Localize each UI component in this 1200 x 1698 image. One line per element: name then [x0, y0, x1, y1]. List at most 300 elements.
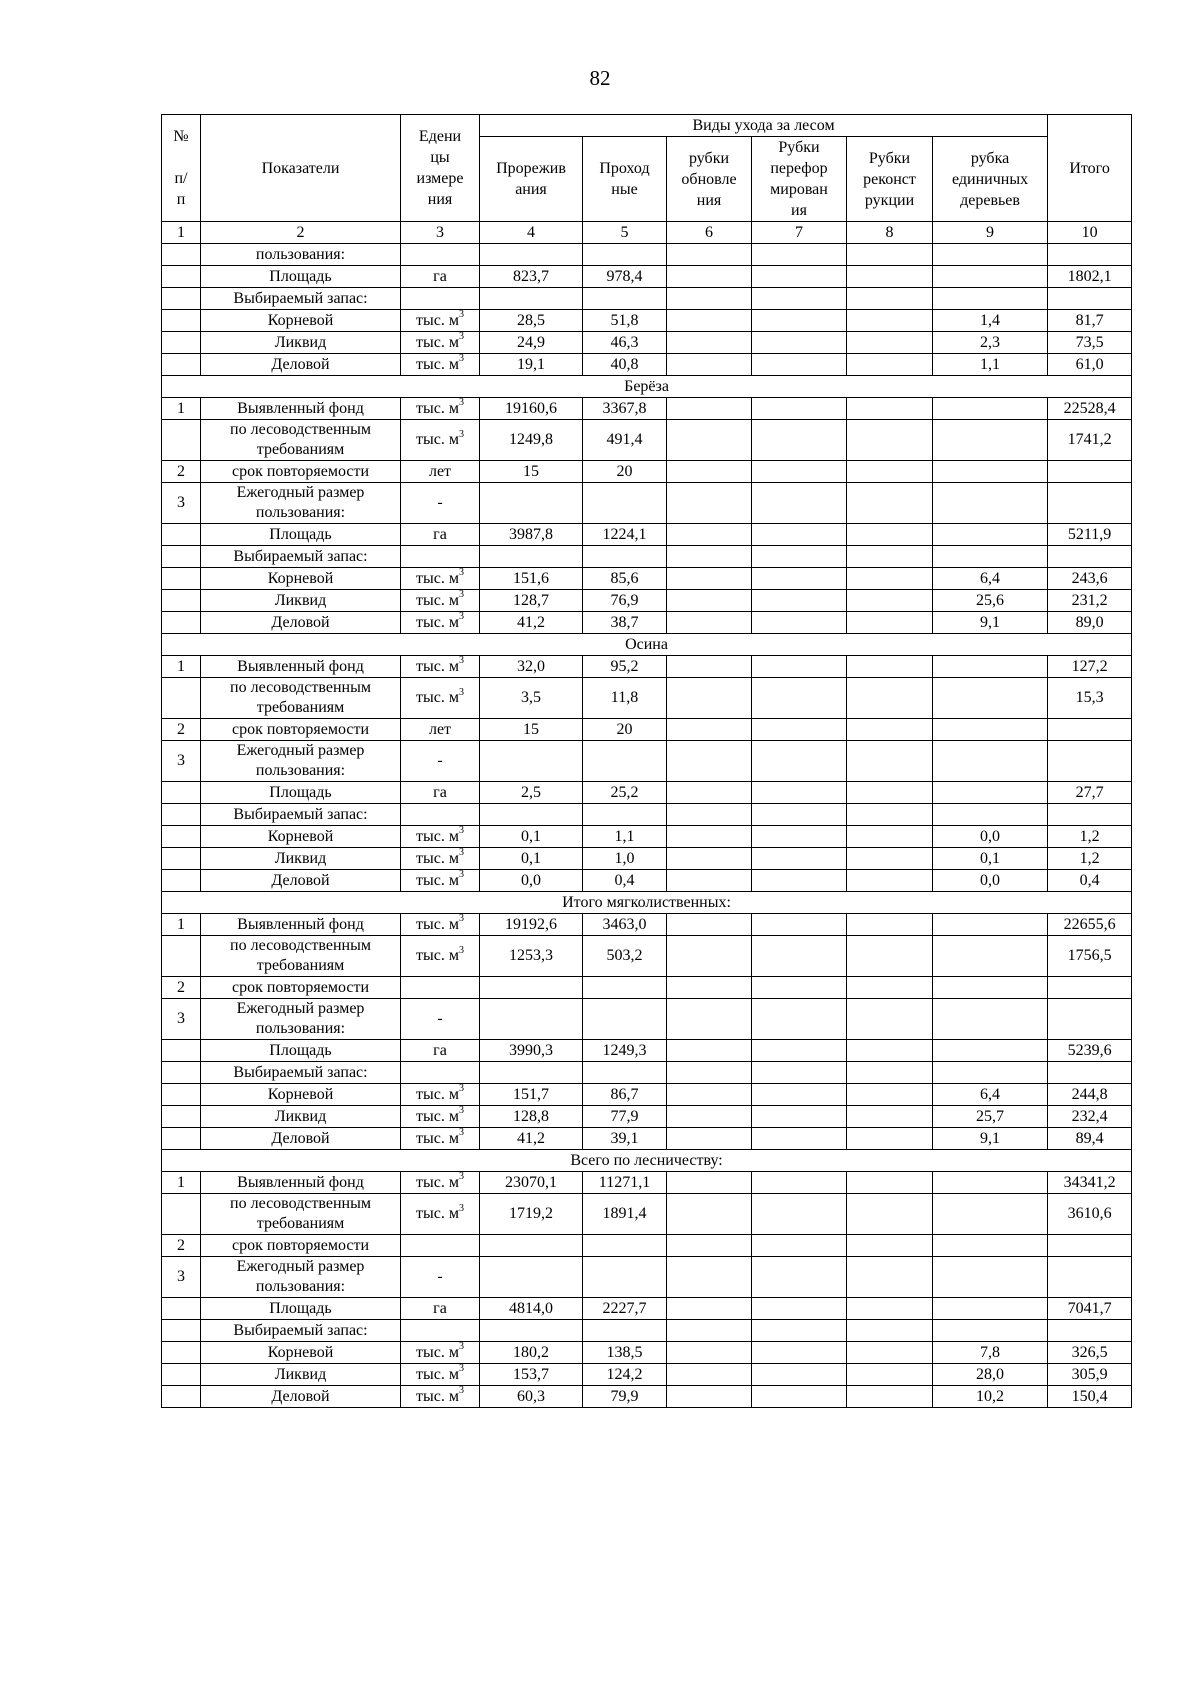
value-cell: 124,2	[583, 1364, 667, 1386]
value-cell	[480, 804, 583, 826]
header-care-types: Виды ухода за лесом	[480, 115, 1048, 137]
value-cell: 85,6	[583, 568, 667, 590]
indicator-name: Ежегодный размер пользования:	[201, 483, 401, 524]
value-cell	[667, 420, 752, 461]
total-cell	[1048, 1235, 1132, 1257]
value-cell	[933, 1235, 1048, 1257]
value-cell: 0,4	[583, 870, 667, 892]
table-row	[162, 1194, 1132, 1235]
value-cell	[752, 1342, 847, 1364]
total-cell	[1048, 1320, 1132, 1342]
value-cell: 25,2	[583, 782, 667, 804]
value-cell	[847, 398, 933, 420]
row-number: 3	[162, 741, 201, 782]
table-row	[162, 1084, 1132, 1106]
value-cell	[847, 1235, 933, 1257]
value-cell	[752, 1235, 847, 1257]
unit-cell	[401, 1342, 480, 1364]
indicator-name: Корневой	[201, 310, 401, 332]
value-cell	[480, 741, 583, 782]
indicator-name: Ежегодный размер пользования:	[201, 741, 401, 782]
table-row	[162, 266, 1132, 288]
unit-exponent: 3	[458, 944, 464, 956]
value-cell	[752, 999, 847, 1040]
value-cell	[667, 999, 752, 1040]
unit-cell	[401, 870, 480, 892]
table-row	[162, 848, 1132, 870]
value-cell	[480, 999, 583, 1040]
indicator-name: Выявленный фонд	[201, 914, 401, 936]
section-title: Осина	[162, 634, 1132, 656]
value-cell: 128,8	[480, 1106, 583, 1128]
total-cell	[1048, 461, 1132, 483]
column-number: 6	[667, 222, 752, 244]
value-cell	[933, 999, 1048, 1040]
value-cell	[480, 288, 583, 310]
indicator-name: Выявленный фонд	[201, 656, 401, 678]
indicator-name: Выбираемый запас:	[201, 804, 401, 826]
value-cell: 15	[480, 719, 583, 741]
value-cell: 2,3	[933, 332, 1048, 354]
value-cell: 3367,8	[583, 398, 667, 420]
value-cell	[480, 1062, 583, 1084]
indicator-name: Деловой	[201, 870, 401, 892]
total-cell: 326,5	[1048, 1342, 1132, 1364]
unit-text: тыс. м	[416, 1205, 459, 1222]
unit-text: тыс. м	[416, 915, 459, 933]
indicator-name: Корневой	[201, 1084, 401, 1106]
header-reformation-cuts: Рубки перефор мирован ия	[752, 137, 847, 222]
table-row	[162, 678, 1132, 719]
value-cell	[847, 826, 933, 848]
unit-cell	[401, 977, 480, 999]
value-cell: 24,9	[480, 332, 583, 354]
header-single-tree-cuts: рубка единичных деревьев	[933, 137, 1048, 222]
value-cell	[847, 1084, 933, 1106]
unit-cell	[401, 804, 480, 826]
value-cell: 1,1	[933, 354, 1048, 376]
total-cell: 1756,5	[1048, 936, 1132, 977]
indicator-name: Корневой	[201, 826, 401, 848]
value-cell: 11271,1	[583, 1172, 667, 1194]
value-cell	[667, 461, 752, 483]
value-cell: 95,2	[583, 656, 667, 678]
value-cell: 41,2	[480, 1128, 583, 1150]
unit-cell	[401, 936, 480, 977]
indicator-name: Выявленный фонд	[201, 398, 401, 420]
value-cell	[933, 288, 1048, 310]
value-cell	[752, 826, 847, 848]
value-cell	[847, 1364, 933, 1386]
unit-cell	[401, 678, 480, 719]
value-cell: 151,6	[480, 568, 583, 590]
value-cell	[667, 1298, 752, 1320]
value-cell: 28,0	[933, 1364, 1048, 1386]
value-cell: 38,7	[583, 612, 667, 634]
value-cell	[847, 1298, 933, 1320]
value-cell	[480, 977, 583, 999]
total-cell	[1048, 483, 1132, 524]
value-cell: 15	[480, 461, 583, 483]
total-cell: 244,8	[1048, 1084, 1132, 1106]
value-cell	[933, 266, 1048, 288]
unit-text: тыс. м	[416, 1173, 459, 1191]
value-cell	[847, 1194, 933, 1235]
value-cell: 28,5	[480, 310, 583, 332]
row-number: 1	[162, 914, 201, 936]
unit-text: тыс. м	[416, 689, 459, 706]
value-cell	[847, 1106, 933, 1128]
section-title: Берёза	[162, 376, 1132, 398]
table-row	[162, 1386, 1132, 1408]
row-number	[162, 1386, 201, 1408]
value-cell	[847, 288, 933, 310]
value-cell	[847, 483, 933, 524]
value-cell	[847, 1062, 933, 1084]
column-number: 2	[201, 222, 401, 244]
unit-cell	[401, 590, 480, 612]
unit-text: -	[437, 1268, 443, 1285]
total-cell: 243,6	[1048, 568, 1132, 590]
value-cell	[933, 461, 1048, 483]
value-cell	[933, 1040, 1048, 1062]
value-cell	[480, 546, 583, 568]
unit-exponent: 3	[458, 847, 464, 859]
total-cell: 15,3	[1048, 678, 1132, 719]
page-number: 82	[589, 66, 611, 90]
header-number: № п/ п	[162, 115, 201, 222]
row-number	[162, 266, 201, 288]
indicator-name: срок повторяемости	[201, 461, 401, 483]
table-body	[162, 244, 1132, 1408]
unit-cell	[401, 1386, 480, 1408]
forest-care-table	[161, 114, 1132, 1408]
unit-text: -	[437, 494, 443, 511]
indicator-name: Выбираемый запас:	[201, 1320, 401, 1342]
column-number: 5	[583, 222, 667, 244]
row-number	[162, 936, 201, 977]
row-number	[162, 288, 201, 310]
table-row	[162, 590, 1132, 612]
header-renewal-cuts: рубки обновле ния	[667, 137, 752, 222]
column-number: 10	[1048, 222, 1132, 244]
total-cell: 34341,2	[1048, 1172, 1132, 1194]
value-cell	[752, 568, 847, 590]
indicator-name: Ликвид	[201, 332, 401, 354]
unit-cell	[401, 1364, 480, 1386]
table-row	[162, 354, 1132, 376]
value-cell	[667, 310, 752, 332]
total-cell: 127,2	[1048, 656, 1132, 678]
value-cell	[752, 848, 847, 870]
row-number	[162, 1062, 201, 1084]
row-number	[162, 804, 201, 826]
value-cell	[667, 1386, 752, 1408]
total-cell: 61,0	[1048, 354, 1132, 376]
unit-cell	[401, 1062, 480, 1084]
value-cell	[752, 782, 847, 804]
total-cell	[1048, 999, 1132, 1040]
unit-text: тыс. м	[416, 947, 459, 964]
unit-exponent: 3	[458, 353, 464, 365]
unit-cell	[401, 741, 480, 782]
unit-text: тыс. м	[416, 1129, 459, 1147]
value-cell	[752, 1062, 847, 1084]
total-cell: 89,4	[1048, 1128, 1132, 1150]
value-cell	[667, 848, 752, 870]
value-cell	[847, 568, 933, 590]
indicator-name: пользования:	[201, 244, 401, 266]
value-cell	[480, 1320, 583, 1342]
unit-cell	[401, 483, 480, 524]
row-number: 2	[162, 977, 201, 999]
total-cell: 89,0	[1048, 612, 1132, 634]
table-row	[162, 741, 1132, 782]
total-cell: 73,5	[1048, 332, 1132, 354]
table-row	[162, 999, 1132, 1040]
total-cell: 27,7	[1048, 782, 1132, 804]
table-row	[162, 656, 1132, 678]
value-cell	[847, 461, 933, 483]
unit-text: тыс. м	[416, 613, 459, 631]
total-cell: 232,4	[1048, 1106, 1132, 1128]
table-row	[162, 612, 1132, 634]
value-cell	[752, 977, 847, 999]
unit-cell	[401, 546, 480, 568]
value-cell: 19160,6	[480, 398, 583, 420]
total-cell: 231,2	[1048, 590, 1132, 612]
unit-text: га	[433, 1299, 447, 1317]
value-cell	[847, 1257, 933, 1298]
total-cell: 1,2	[1048, 848, 1132, 870]
value-cell: 138,5	[583, 1342, 667, 1364]
value-cell	[752, 936, 847, 977]
total-cell: 0,4	[1048, 870, 1132, 892]
row-number	[162, 1298, 201, 1320]
table-row	[162, 1040, 1132, 1062]
value-cell	[847, 420, 933, 461]
value-cell	[933, 483, 1048, 524]
unit-cell	[401, 1235, 480, 1257]
row-number: 1	[162, 656, 201, 678]
table-row	[162, 782, 1132, 804]
value-cell	[667, 1235, 752, 1257]
value-cell: 79,9	[583, 1386, 667, 1408]
total-cell: 150,4	[1048, 1386, 1132, 1408]
total-cell	[1048, 804, 1132, 826]
unit-text: -	[437, 752, 443, 769]
unit-cell	[401, 612, 480, 634]
value-cell: 86,7	[583, 1084, 667, 1106]
unit-exponent: 3	[458, 825, 464, 837]
value-cell	[752, 870, 847, 892]
row-number: 3	[162, 1257, 201, 1298]
row-number	[162, 612, 201, 634]
section-title: Итого мягколиственных:	[162, 892, 1132, 914]
value-cell: 0,1	[480, 826, 583, 848]
unit-cell	[401, 1194, 480, 1235]
value-cell: 0,1	[480, 848, 583, 870]
value-cell: 76,9	[583, 590, 667, 612]
unit-text: -	[437, 1010, 443, 1027]
indicator-name: Площадь	[201, 1040, 401, 1062]
value-cell	[583, 804, 667, 826]
row-number	[162, 1342, 201, 1364]
unit-exponent: 3	[458, 1202, 464, 1214]
indicator-name: по лесоводственным требованиям	[201, 1194, 401, 1235]
indicator-name: Ликвид	[201, 1364, 401, 1386]
value-cell: 4814,0	[480, 1298, 583, 1320]
value-cell	[752, 1257, 847, 1298]
value-cell	[847, 244, 933, 266]
unit-text: га	[433, 1041, 447, 1059]
row-number: 1	[162, 1172, 201, 1194]
unit-text: га	[433, 783, 447, 801]
row-number: 3	[162, 999, 201, 1040]
value-cell	[933, 1320, 1048, 1342]
table-row	[162, 332, 1132, 354]
value-cell	[752, 1106, 847, 1128]
indicator-name: Ежегодный размер пользования:	[201, 1257, 401, 1298]
value-cell	[933, 804, 1048, 826]
value-cell	[667, 354, 752, 376]
value-cell	[933, 936, 1048, 977]
table-row	[162, 288, 1132, 310]
value-cell	[667, 288, 752, 310]
unit-exponent: 3	[458, 331, 464, 343]
row-number	[162, 870, 201, 892]
value-cell	[667, 1040, 752, 1062]
value-cell	[847, 1342, 933, 1364]
row-number	[162, 826, 201, 848]
total-cell	[1048, 1062, 1132, 1084]
total-cell: 81,7	[1048, 310, 1132, 332]
value-cell	[847, 1040, 933, 1062]
value-cell: 1891,4	[583, 1194, 667, 1235]
total-cell: 5211,9	[1048, 524, 1132, 546]
indicator-name: по лесоводственным требованиям	[201, 678, 401, 719]
unit-exponent: 3	[458, 611, 464, 623]
unit-cell	[401, 1172, 480, 1194]
section-title: Всего по лесничеству:	[162, 1150, 1132, 1172]
value-cell	[667, 804, 752, 826]
unit-cell	[401, 1040, 480, 1062]
unit-cell	[401, 826, 480, 848]
value-cell	[847, 1386, 933, 1408]
table-row	[162, 936, 1132, 977]
table-row	[162, 804, 1132, 826]
table-row	[162, 398, 1132, 420]
table-row	[162, 1342, 1132, 1364]
value-cell	[752, 1172, 847, 1194]
indicator-name: срок повторяемости	[201, 719, 401, 741]
value-cell	[752, 288, 847, 310]
unit-cell	[401, 568, 480, 590]
unit-cell	[401, 420, 480, 461]
value-cell: 1,1	[583, 826, 667, 848]
unit-cell	[401, 398, 480, 420]
unit-cell	[401, 524, 480, 546]
value-cell	[933, 914, 1048, 936]
row-number	[162, 782, 201, 804]
unit-cell	[401, 848, 480, 870]
value-cell	[480, 244, 583, 266]
row-number	[162, 354, 201, 376]
value-cell	[752, 1084, 847, 1106]
value-cell	[667, 678, 752, 719]
value-cell	[667, 977, 752, 999]
value-cell: 7,8	[933, 1342, 1048, 1364]
unit-exponent: 3	[458, 1341, 464, 1353]
value-cell	[752, 656, 847, 678]
value-cell: 153,7	[480, 1364, 583, 1386]
value-cell	[847, 782, 933, 804]
indicator-name: Ежегодный размер пользования:	[201, 999, 401, 1040]
value-cell	[847, 354, 933, 376]
unit-cell	[401, 1298, 480, 1320]
value-cell	[583, 1257, 667, 1298]
value-cell: 503,2	[583, 936, 667, 977]
indicator-name: Площадь	[201, 1298, 401, 1320]
value-cell	[752, 1194, 847, 1235]
unit-text: лет	[428, 462, 452, 480]
value-cell: 6,4	[933, 1084, 1048, 1106]
column-number: 9	[933, 222, 1048, 244]
value-cell	[667, 1257, 752, 1298]
total-cell	[1048, 977, 1132, 999]
value-cell: 32,0	[480, 656, 583, 678]
unit-text: тыс. м	[416, 657, 459, 675]
value-cell	[752, 420, 847, 461]
value-cell	[847, 546, 933, 568]
row-number	[162, 244, 201, 266]
total-cell	[1048, 1257, 1132, 1298]
value-cell	[583, 244, 667, 266]
value-cell	[752, 244, 847, 266]
value-cell: 19192,6	[480, 914, 583, 936]
unit-text: тыс. м	[416, 1387, 459, 1405]
indicator-name: Выбираемый запас:	[201, 546, 401, 568]
row-number	[162, 590, 201, 612]
value-cell: 20	[583, 719, 667, 741]
value-cell	[752, 590, 847, 612]
unit-text: тыс. м	[416, 569, 459, 587]
header-units: Едени цы измере ния	[401, 115, 480, 222]
value-cell: 1,4	[933, 310, 1048, 332]
unit-cell	[401, 1257, 480, 1298]
value-cell	[752, 719, 847, 741]
value-cell	[667, 546, 752, 568]
indicator-name: Ликвид	[201, 1106, 401, 1128]
value-cell	[752, 332, 847, 354]
column-number: 3	[401, 222, 480, 244]
total-cell: 1,2	[1048, 826, 1132, 848]
column-number: 1	[162, 222, 201, 244]
value-cell	[933, 1172, 1048, 1194]
value-cell	[752, 266, 847, 288]
value-cell	[847, 936, 933, 977]
value-cell	[667, 568, 752, 590]
section-row	[162, 634, 1132, 656]
table-header	[162, 115, 1132, 244]
value-cell	[752, 1128, 847, 1150]
table-row	[162, 1364, 1132, 1386]
value-cell: 10,2	[933, 1386, 1048, 1408]
indicator-name: Деловой	[201, 1128, 401, 1150]
value-cell	[583, 999, 667, 1040]
value-cell	[583, 1235, 667, 1257]
indicator-name: Выбираемый запас:	[201, 288, 401, 310]
